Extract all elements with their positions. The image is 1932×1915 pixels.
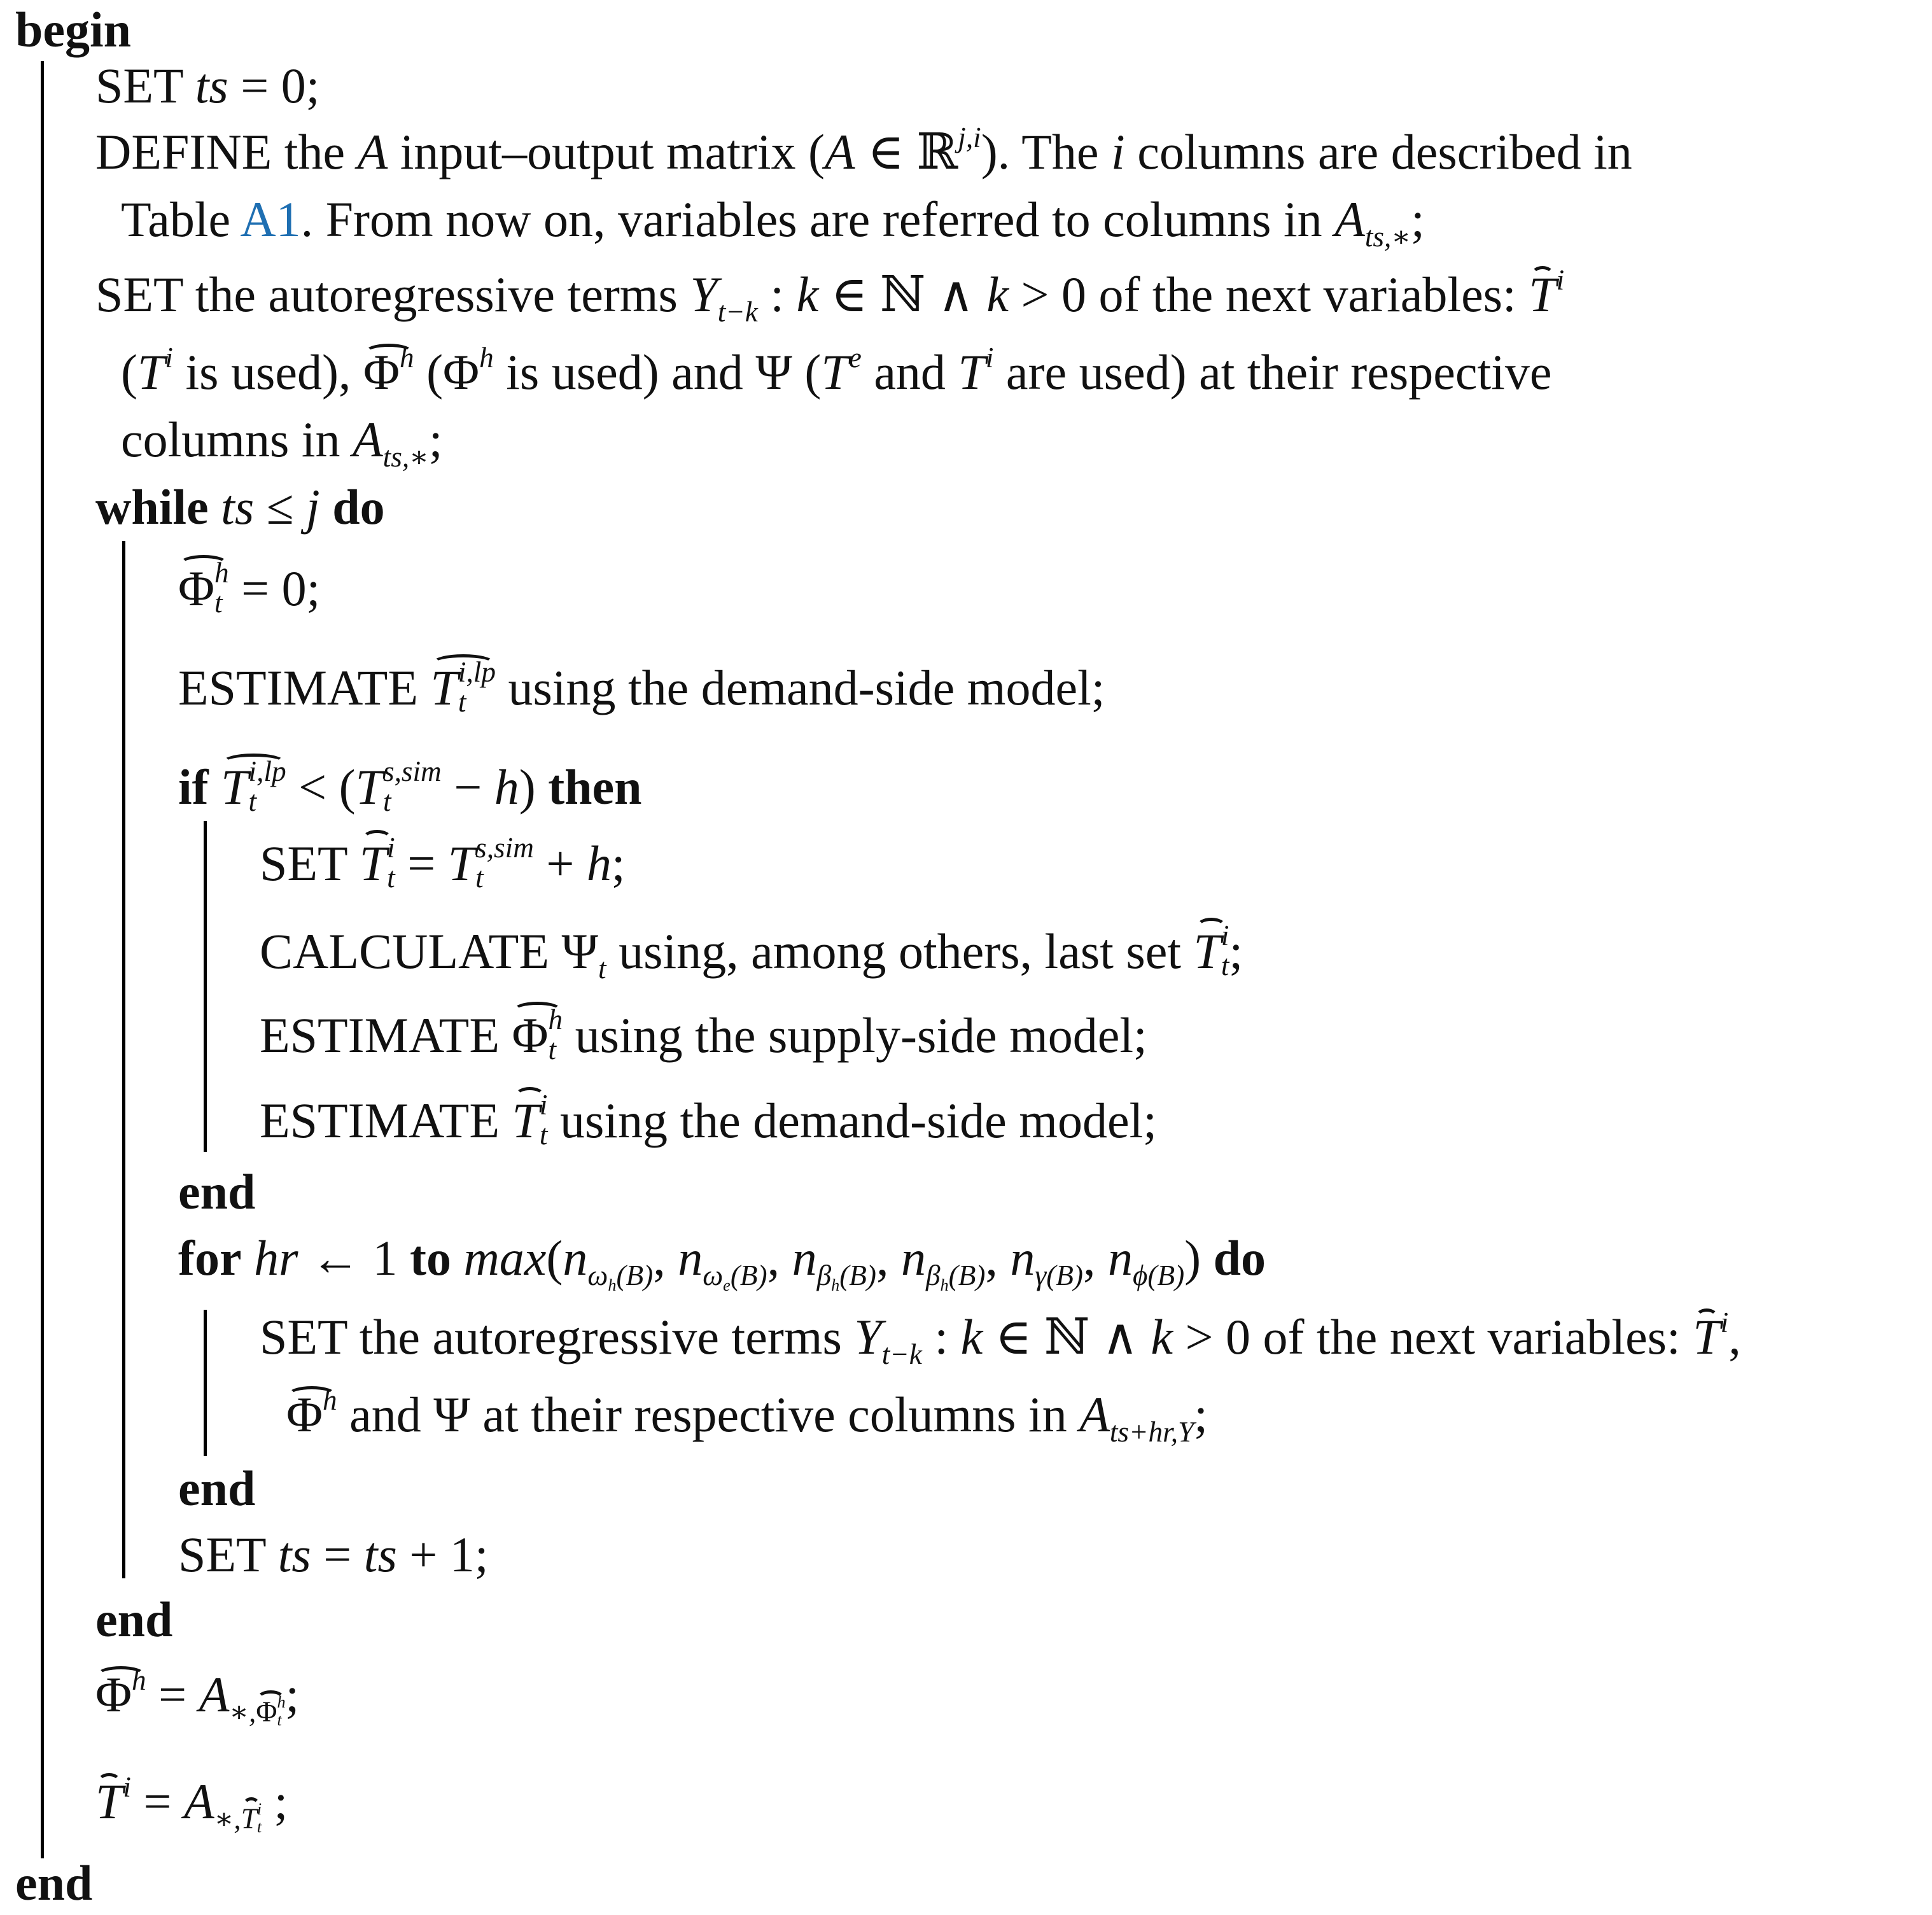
line-if: if T i,lp t < (T s,sim t − h) then — [178, 755, 642, 818]
set-ar2-text-d: are used) at their respective — [993, 344, 1552, 400]
line-set-ts-zero: SET ts = 0; — [95, 58, 320, 113]
keyword-while: while — [95, 479, 209, 535]
line-define: DEFINE the A input–output matrix (A ∈ ℝ$^{j,i}$). The i columns are described in — [95, 122, 1632, 179]
line-set-autoregressive-cont2: columns in $A_{ts,∗}$; — [121, 412, 443, 473]
table-word: Table — [121, 192, 241, 247]
keyword-then: then — [548, 759, 642, 815]
line-t-hat-assign: $T^i = A_{∗,T i t}$ ; — [95, 1771, 288, 1837]
keyword-begin: begin — [15, 2, 132, 57]
line-begin — [15, 2, 132, 57]
line-estimate-tilp: ESTIMATE T i,lp t using the demand-side model; — [178, 656, 1105, 719]
set-ar2-text-b: is used) and — [493, 344, 756, 400]
estimate-demand-text: using the demand-side model; — [495, 659, 1105, 715]
set-ar2-text-c: and — [861, 344, 958, 400]
set-ar3-text: columns in — [121, 412, 353, 467]
define-text-a: DEFINE the — [95, 124, 358, 179]
line-phi-hat-zero: Φ h t = 0; — [178, 557, 321, 619]
line-for: for hr ← 1 to $\max(n_{\omega_h(B)}$, $n_{\omega_e(B)}$, $n_{\beta_h(B)}$, $n_{\beta_h(B)}$, $n_{\gamma(B)}$, $n_{\phi(B)}$) do — [178, 1230, 1266, 1294]
estimate-supply-text: using the supply-side model; — [563, 1007, 1147, 1063]
scope-bar-for — [204, 1310, 207, 1456]
set-ar5-text-a: and — [337, 1387, 434, 1442]
line-set-autoregressive-cont1: ($T^i$ is used), $\Phi^h$ ($\Phi^h$ is used) and Ψ ($T^e$ and $T^i$ are used) at their respective — [121, 342, 1552, 400]
keyword-to: to — [409, 1230, 451, 1286]
define-text-d: columns are described in — [1124, 124, 1632, 179]
table-tail-text: . From now on, variables are referred to columns in — [300, 192, 1335, 247]
line-set-ar-for-cont: $\Phi^h$ and Ψ at their respective columns in $A_{ts+hr,Y}$; — [286, 1384, 1208, 1448]
line-set-ar-for: SET the autoregressive terms $Y_{t-k}$ : k ∈ ℕ ∧ k > 0 of the next variables: $T^i$, — [260, 1307, 1741, 1370]
table-a1-link[interactable]: A1 — [240, 192, 301, 247]
set-word: SET — [178, 1527, 278, 1582]
estimate-demand-text: using the demand-side model; — [547, 1092, 1157, 1148]
line-phi-hat-assign: $\Phi^h = A_{∗,\Phi h t}$ ; — [95, 1664, 300, 1730]
scope-bar-begin — [41, 61, 44, 1858]
scope-bar-while — [122, 541, 125, 1578]
define-text-b: input–output matrix ( — [388, 124, 825, 179]
equals-text: = — [311, 1527, 364, 1582]
set-word: SET — [260, 835, 360, 891]
set-ar4-text-b: of the next variables: — [1250, 1309, 1693, 1364]
define-text-c: ). The — [981, 124, 1112, 179]
line-end-while — [95, 1592, 173, 1647]
line-end-begin — [15, 1855, 93, 1911]
estimate-word: ESTIMATE — [178, 659, 431, 715]
set-ts-zero-tail: = 0; — [228, 58, 320, 113]
keyword-end: end — [178, 1461, 256, 1516]
line-set-ts-increment: SET ts = ts + 1; — [178, 1527, 489, 1582]
calculate-word: CALCULATE — [260, 923, 562, 979]
set-ar-text-a: SET the autoregressive terms — [95, 267, 690, 322]
estimate-word: ESTIMATE — [260, 1007, 512, 1063]
estimate-word: ESTIMATE — [260, 1092, 512, 1148]
line-define-cont: Table A1. From now on, variables are referred to columns in $A_{ts,∗}$; — [121, 192, 1425, 253]
increment-tail: + 1; — [396, 1527, 489, 1582]
set-ar-text-a: SET the autoregressive terms — [260, 1309, 855, 1364]
line-set-t-hat: SET T i t = T s,sim t + h; — [260, 832, 626, 894]
line-set-autoregressive: SET the autoregressive terms $Y_{t-k}$ : k ∈ ℕ ∧ k > 0 of the next variables: $T^i$ — [95, 264, 1565, 328]
set-ar5-text-b: at their respective columns in — [470, 1387, 1080, 1442]
set-keyword: SET — [95, 58, 195, 113]
line-calculate-psi: CALCULATE $\Psi_t$ using, among others, last set T i t ; — [260, 920, 1243, 985]
keyword-end: end — [15, 1855, 93, 1911]
line-end-if — [178, 1164, 256, 1219]
keyword-end: end — [178, 1164, 256, 1219]
keyword-do: do — [332, 479, 385, 535]
set-ar2-text-a: is used), — [172, 344, 363, 400]
keyword-end: end — [95, 1592, 173, 1647]
set-ar-text-b: of the next variables: — [1086, 267, 1529, 322]
line-estimate-phi: ESTIMATE Φ h t using the supply-side model; — [260, 1004, 1147, 1066]
line-end-for — [178, 1461, 256, 1516]
keyword-if: if — [178, 759, 209, 815]
calculate-text: using, among others, last set — [606, 923, 1194, 979]
scope-bar-if — [204, 821, 207, 1152]
line-estimate-t-hat: ESTIMATE T i t using the demand-side model; — [260, 1089, 1157, 1151]
keyword-do: do — [1213, 1230, 1266, 1286]
line-while: while ts ≤ j do — [95, 479, 385, 535]
keyword-for: for — [178, 1230, 242, 1286]
